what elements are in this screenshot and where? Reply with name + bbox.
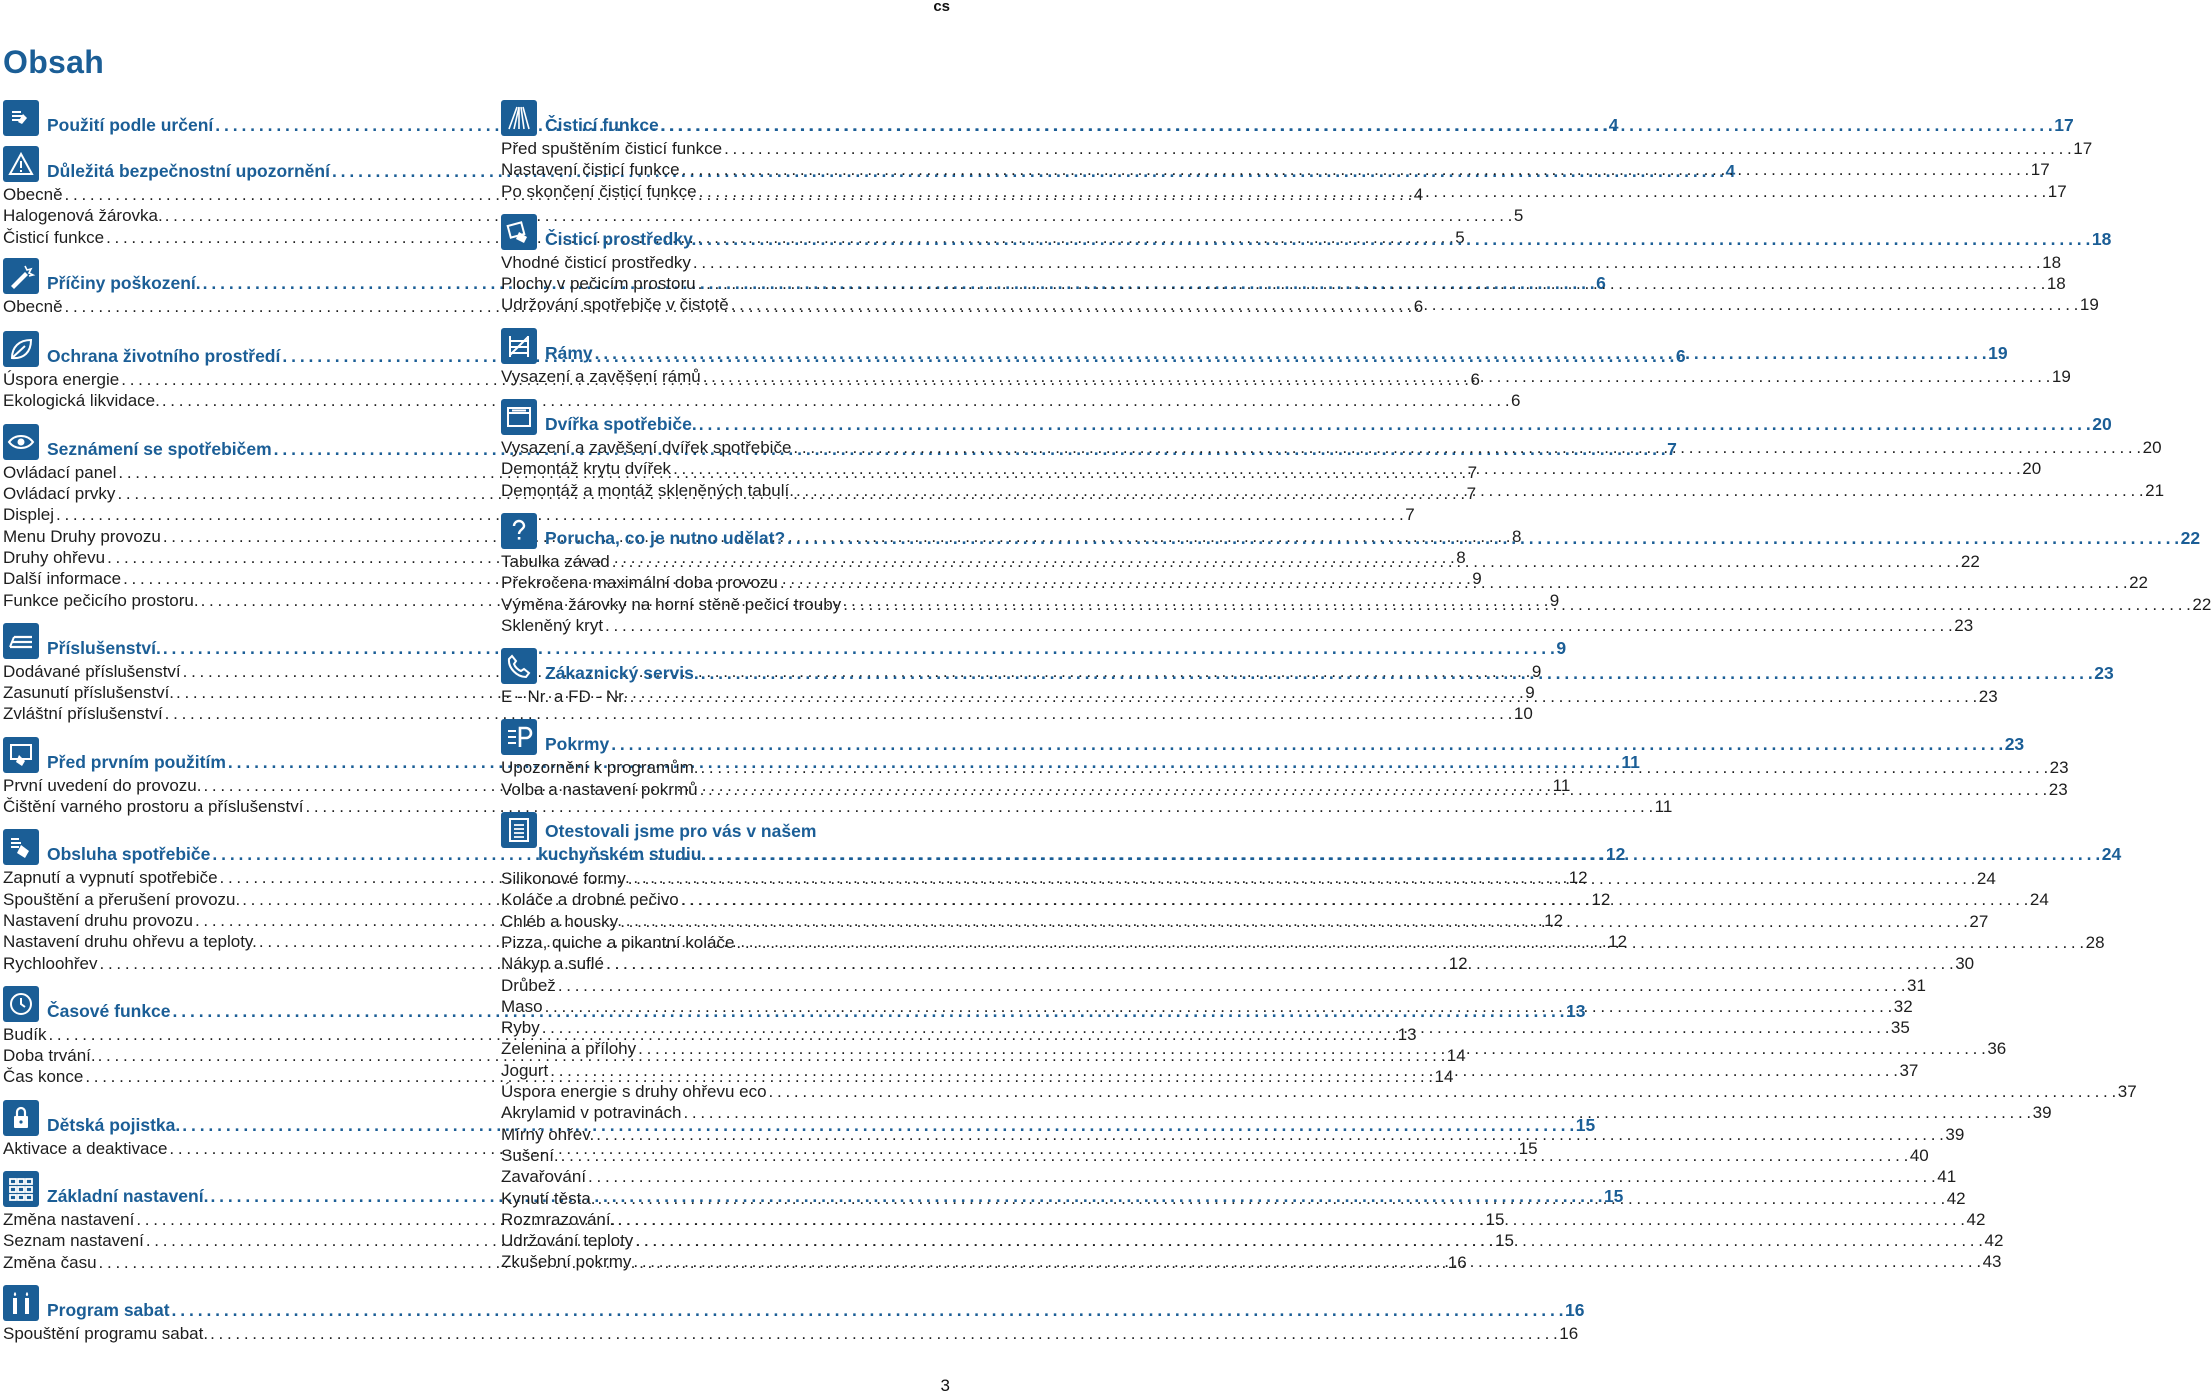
- toc-entry-page: 12: [1608, 932, 1628, 952]
- toc-entry-label: Zkušební pokrmy: [501, 1252, 632, 1272]
- toc-entry-label: Maso: [501, 996, 543, 1016]
- toc-entry-page: 30: [1955, 954, 1975, 974]
- dot-leader: [843, 594, 2190, 615]
- toc-entry-page: 17: [2073, 139, 2093, 158]
- toc-entry-page: 6: [1511, 391, 1521, 411]
- toc-entry-page: 17: [2030, 160, 2050, 180]
- dot-leader: [172, 1300, 1564, 1321]
- toc-section-page: 16: [1565, 1299, 1585, 1320]
- toc-entry-page: 20: [2022, 459, 2042, 479]
- toc-section-title: Rámy: [545, 342, 593, 363]
- toc-entry-label: Funkce pečicího prostoru.: [3, 590, 199, 610]
- toc-section-page: 24: [2101, 844, 2122, 865]
- toc-entry[interactable]: [501, 615, 1974, 636]
- toc-section-title: Ochrana životního prostředí: [47, 346, 281, 367]
- cleaning-function-icon: [501, 100, 537, 136]
- dot-leader: [698, 229, 2090, 250]
- toc-entry-page: 43: [1982, 1252, 2002, 1272]
- toc-entry-page: 37: [2117, 1082, 2137, 1102]
- toc-entry[interactable]: [501, 551, 1980, 572]
- toc-entry-label: Sušení.: [501, 1145, 559, 1165]
- toc-entry-label: Zapnutí a vypnutí spotřebiče: [3, 868, 218, 888]
- sabbath-candles-icon: [3, 1285, 39, 1321]
- toc-entry-label: Obecně: [3, 185, 63, 204]
- toc-entry-label: Nastavení druhu provozu: [3, 910, 193, 930]
- toc-entry-label: Silikonové formy: [501, 869, 626, 889]
- toc-entry-page: 39: [1945, 1124, 1965, 1144]
- accessories-icon: [3, 623, 39, 659]
- toc-entry-label: Plochy v pečicím prostoru: [501, 274, 696, 294]
- toc-entry-page: 19: [2051, 366, 2071, 386]
- dot-leader: [606, 953, 1953, 974]
- toc-entry[interactable]: [501, 1081, 2137, 1102]
- dot-leader: [701, 663, 2093, 684]
- toc-entry-label: Změna nastavení: [3, 1210, 135, 1230]
- dot-leader: [605, 615, 1952, 636]
- toc-entry-label: Doba trvání.: [3, 1046, 96, 1066]
- dot-leader: [796, 480, 2143, 501]
- toc-section-page: 15: [1575, 1114, 1596, 1135]
- toc-entry-label: Mírný ohřev.: [501, 1124, 595, 1144]
- toc-entry-page: 10: [1513, 704, 1533, 724]
- phone-service-icon: [501, 648, 537, 684]
- toc-section-page: 23: [2094, 663, 2114, 684]
- toc-entry-label: Seznam nastavení: [3, 1231, 144, 1251]
- toc-entry[interactable]: [3, 504, 1415, 525]
- toc-section-title: Příčiny poškození.: [47, 272, 201, 293]
- dot-leader: [596, 1124, 1943, 1145]
- toc-section-page: 6: [1596, 272, 1606, 293]
- toc-entry-page: 9: [1472, 569, 1482, 589]
- toc-entry-label: Upozornění k programům.: [501, 758, 699, 778]
- toc-entry[interactable]: [501, 480, 2165, 501]
- toc-entry-page: 15: [1495, 1231, 1514, 1251]
- toc-section-heading[interactable]: [501, 399, 2112, 435]
- dot-leader: [731, 294, 2078, 315]
- toc-entry-label: Nastavení druhu ohřevu a teploty.: [3, 932, 257, 952]
- toc-section-page: 6: [1675, 346, 1686, 367]
- toc-section-title: Použití podle určení: [47, 115, 214, 135]
- toc-entry-page: 22: [2129, 573, 2148, 593]
- language-code: cs: [933, 0, 950, 15]
- toc-entry[interactable]: [501, 181, 2067, 202]
- toc-entry-page: 23: [2049, 758, 2069, 778]
- grid-settings-icon: [3, 1171, 39, 1207]
- toc-entry-page: 42: [1966, 1209, 1986, 1229]
- dot-leader: [681, 889, 2028, 910]
- toc-entry-page: 18: [2042, 252, 2062, 272]
- dot-leader: [703, 366, 2050, 387]
- first-use-icon: [3, 737, 39, 773]
- dot-leader: [595, 343, 1987, 364]
- lock-icon: [3, 1100, 39, 1136]
- toc-entry-page: 28: [2085, 932, 2105, 952]
- dot-leader: [550, 1060, 1897, 1081]
- dot-leader: [598, 1188, 1945, 1209]
- toc-entry-label: Pizza, quiche a pikantní koláče: [501, 932, 735, 952]
- toc-entry-page: 9: [1531, 661, 1542, 681]
- toc-section-heading[interactable]: [501, 513, 2201, 549]
- toc-section-page: 4: [1608, 115, 1619, 135]
- toc-entry-page: 9: [1549, 590, 1560, 610]
- toc-entry-page: 14: [1434, 1067, 1454, 1087]
- toc-section-page: 4: [1725, 161, 1736, 181]
- toc-entry-page: 14: [1446, 1046, 1466, 1066]
- toc-entry-label: Čisticí funkce: [3, 227, 105, 247]
- toc-entry-label: Další informace: [3, 569, 122, 589]
- toc-section: [3, 1285, 1585, 1344]
- toc-entry-label: Halogenová žárovka.: [3, 206, 163, 226]
- toc-entry-page: 37: [1899, 1060, 1919, 1080]
- toc-entry[interactable]: [3, 390, 1521, 411]
- toc-entry-label: Demontáž a montáž skleněných tabulí.: [501, 480, 794, 500]
- dot-leader: [635, 1230, 1982, 1251]
- toc-section-heading[interactable]: [501, 648, 2114, 684]
- toc-entry-label: Zelenina a přílohy: [501, 1039, 637, 1059]
- dot-leader: [724, 138, 2071, 159]
- dot-leader: [542, 1017, 1889, 1038]
- toc-section-title: Zákaznický servis.: [545, 663, 699, 684]
- dot-leader: [633, 1251, 1980, 1272]
- toc-section-title: Pokrmy: [545, 734, 610, 755]
- toc-section-page: 11: [1621, 751, 1640, 772]
- dot-leader: [558, 975, 1905, 996]
- toc-entry-page: 41: [1937, 1167, 1957, 1187]
- toc-section: [501, 328, 2071, 387]
- toc-section-title: Seznámení se spotřebičem: [47, 438, 272, 459]
- toc-entry-label: Chléb a housky: [501, 911, 619, 931]
- toc-section-heading[interactable]: [501, 214, 2112, 250]
- toc-section-page: 9: [1556, 637, 1567, 658]
- toc-entry-label: Spouštění programu sabat.: [3, 1323, 209, 1343]
- toc-entry-page: 7: [1467, 462, 1478, 482]
- toc-entry-label: Úspora energie: [3, 370, 120, 390]
- intended-use-icon: [3, 100, 39, 136]
- toc-entry-page: 4: [1413, 185, 1424, 204]
- toc-section-page: 23: [2004, 734, 2025, 755]
- oven-door-icon: [501, 399, 537, 435]
- toc-entry[interactable]: [501, 252, 2062, 273]
- toc-entry[interactable]: [501, 294, 2099, 315]
- toc-entry-page: 22: [2192, 594, 2211, 614]
- toc-entry-label: Akrylamid v potravinách: [501, 1103, 682, 1123]
- toc-section-title: Časové funkce: [47, 1000, 171, 1021]
- toc-entry-page: 11: [1654, 797, 1673, 817]
- toc-section-heading[interactable]: [501, 328, 2008, 364]
- toc-entry-label: Čištění varného prostoru a příslušenství: [3, 797, 304, 817]
- toc-entry-page: 5: [1455, 227, 1465, 247]
- toc-section-title: Dvířka spotřebiče.: [545, 414, 697, 435]
- toc-entry-page: 35: [1890, 1018, 1910, 1038]
- dot-leader: [210, 1323, 1557, 1344]
- toc-entry-page: 23: [2048, 779, 2068, 799]
- toc-entry-page: 12: [1568, 868, 1588, 888]
- warning-icon: [3, 146, 39, 182]
- toc-entry-page: 5: [1513, 206, 1524, 226]
- toc-entry-page: 31: [1907, 975, 1926, 995]
- dot-leader: [708, 843, 2100, 866]
- toc-entry[interactable]: [501, 1102, 2052, 1123]
- dishes-p-icon: [501, 719, 537, 755]
- dot-leader: [612, 551, 1959, 572]
- environment-leaf-icon: [3, 331, 39, 367]
- toc-entry-page: 39: [2032, 1103, 2052, 1123]
- dot-leader: [545, 996, 1892, 1017]
- toc-section-heading[interactable]: [501, 719, 2025, 755]
- dot-leader: [699, 414, 2091, 435]
- toc-entry-label: Jogurt: [501, 1060, 549, 1080]
- toc-entry-label: Aktivace a deaktivace: [3, 1138, 168, 1158]
- dot-leader: [611, 734, 2003, 755]
- dot-leader: [628, 868, 1975, 889]
- toc-section-page: 7: [1667, 438, 1677, 459]
- toc-section-title: Čisticí funkce: [545, 115, 659, 135]
- toc-entry-label: E - Nr. a FD - Nr.: [501, 687, 628, 707]
- dot-leader: [661, 115, 2053, 136]
- toc-entry-page: 42: [1984, 1231, 2004, 1251]
- toc-entry-label: Volba a nastavení pokrmů: [501, 779, 698, 799]
- toc-section-heading[interactable]: [501, 100, 2074, 136]
- toc-section-title: Důležitá bezpečnostní upozornění: [47, 161, 330, 181]
- toc-entry-page: 16: [1559, 1323, 1579, 1343]
- toc-entry-page: 24: [2029, 890, 2049, 910]
- dot-leader: [682, 159, 2029, 180]
- dot-leader: [630, 686, 1977, 707]
- dot-leader: [673, 458, 2020, 479]
- toc-entry-label: Displej: [3, 505, 55, 525]
- toc-entry-label: Nákyp a suflé: [501, 954, 604, 974]
- toc-entry-label: Rychloohřev: [3, 953, 98, 973]
- toc-entry[interactable]: [501, 159, 2050, 180]
- toc-entry-label: Udržování spotřebiče v čistotě: [501, 295, 729, 315]
- toc-section-title: kuchyňském studiu.: [538, 844, 707, 865]
- toc-entry-page: 40: [1909, 1145, 1929, 1165]
- toc-entry-label: Zvláštní příslušenství: [3, 704, 163, 724]
- toc-entry[interactable]: [501, 366, 2071, 387]
- toc-entry-label: Udržování teploty: [501, 1231, 634, 1251]
- toc-entry-page: 42: [1946, 1188, 1966, 1208]
- toc-section-heading[interactable]: [3, 1285, 1585, 1321]
- damage-icon: [3, 258, 39, 294]
- toc-section: [501, 648, 2114, 707]
- toc-entry-label: Dodávané příslušenství: [3, 661, 181, 681]
- toc-entry[interactable]: [501, 1166, 1957, 1187]
- toc-entry[interactable]: [501, 594, 2211, 615]
- toc-section-page: 13: [1566, 1000, 1586, 1021]
- toc-entry-page: 7: [1405, 505, 1415, 525]
- toc-entry-page: 18: [2046, 274, 2066, 294]
- toc-section: [501, 214, 2112, 316]
- dot-leader: [683, 1102, 2030, 1123]
- dot-leader: [699, 181, 2046, 202]
- toc-entry-label: Ryby: [501, 1018, 540, 1038]
- dot-leader: [780, 572, 2127, 593]
- toc-section-title: Dětská pojistka.: [47, 1114, 181, 1135]
- dot-leader: [736, 932, 2083, 953]
- toc-entry[interactable]: [3, 205, 1524, 226]
- toc-entry-label: Vhodné čisticí prostředky: [501, 252, 691, 272]
- page-number: 3: [940, 1376, 950, 1395]
- dot-leader: [700, 757, 2047, 778]
- toc-entry-label: Menu Druhy provozu: [3, 526, 161, 546]
- toc-entry-page: 7: [1466, 484, 1477, 504]
- toc-section: [501, 513, 2211, 636]
- toc-entry-page: 23: [1978, 687, 1998, 707]
- toc-entry[interactable]: [501, 273, 2066, 294]
- toc-entry-page: 12: [1448, 953, 1468, 973]
- toc-entry-label: Zavařování: [501, 1167, 587, 1187]
- dot-leader: [793, 437, 2140, 458]
- toc-entry-page: 23: [1954, 615, 1974, 635]
- toc-entry-page: 12: [1544, 910, 1564, 930]
- appliance-eye-icon: [3, 424, 39, 460]
- toc-entry-page: 22: [1960, 551, 1980, 571]
- toc-entry-label: Drůbež: [501, 975, 556, 995]
- toc-entry-page: 13: [1397, 1024, 1417, 1044]
- toc-entry[interactable]: [501, 437, 2162, 458]
- toc-entry-page: 27: [1969, 911, 1989, 931]
- toc-entry[interactable]: [501, 686, 1998, 707]
- toc-entry-page: 32: [1893, 996, 1913, 1016]
- toc-entry-label: Spouštění a přerušení provozu.: [3, 889, 241, 909]
- toc-section-page: 19: [1988, 342, 2008, 363]
- toc-entry-page: 11: [1552, 775, 1571, 795]
- toc-entry-label: Po skončení čisticí funkce: [501, 181, 697, 201]
- toc-entry[interactable]: [501, 138, 2093, 159]
- dot-leader: [588, 1166, 1935, 1187]
- toc-entry[interactable]: [3, 1323, 1579, 1344]
- toc-entry-label: Úspora energie s druhy ohřevu eco: [501, 1082, 767, 1102]
- toc-entry-page: 17: [2047, 181, 2067, 201]
- toc-entry-page: 36: [1987, 1039, 2007, 1059]
- toc-entry-label: Čas konce: [3, 1067, 84, 1087]
- test-kitchen-book-icon: [501, 812, 537, 848]
- toc-entry-page: 19: [2079, 295, 2099, 315]
- toc-section-page: 12: [1605, 844, 1626, 865]
- toc-section-page: 17: [2054, 115, 2074, 135]
- toc-entry[interactable]: [501, 975, 1926, 996]
- toc-section-title: Program sabat: [47, 1299, 170, 1320]
- toc-entry-page: 6: [1470, 370, 1480, 390]
- toc-entry-page: 6: [1413, 296, 1424, 316]
- toc-section-title: Čisticí prostředky.: [545, 228, 697, 249]
- toc-entry-page: 8: [1456, 547, 1466, 567]
- dot-leader: [693, 252, 2040, 273]
- toc-entry-page: 15: [1485, 1210, 1505, 1230]
- cleaning-agents-icon: [501, 214, 537, 250]
- toc-entry-label: První uvedení do provozu.: [3, 775, 202, 795]
- toc-section-title: Porucha, co je nutno udělat?: [545, 527, 786, 548]
- toc-entry-label: Druhy ohřevu: [3, 547, 106, 567]
- toc-entry-label: Zasunutí příslušenství.: [3, 683, 175, 703]
- toc-entry-page: 24: [1976, 869, 1996, 889]
- toc-entry[interactable]: [501, 572, 2148, 593]
- toc-entry-label: Koláče a drobné pečivo: [501, 890, 679, 910]
- toc-section: [501, 100, 2093, 202]
- toc-entry-label: Překročena maximální doba provozu: [501, 573, 778, 593]
- toc-entry-label: Nastavení čisticí funkce: [501, 160, 680, 180]
- toc-section-page: 20: [2092, 414, 2112, 435]
- dot-leader: [700, 779, 2047, 800]
- toc-entry-page: 9: [1525, 683, 1535, 703]
- toc-entry-page: 16: [1447, 1252, 1467, 1272]
- dot-leader: [769, 1081, 2116, 1102]
- toc-entry-page: 8: [1512, 526, 1522, 546]
- toc-entry[interactable]: [3, 796, 1673, 817]
- toc-entry-label: Tabulka závad: [501, 551, 610, 571]
- toc-entry-label: Kynutí těsta.: [501, 1188, 596, 1208]
- toc-section-title: Obsluha spotřebiče: [47, 844, 211, 865]
- dot-leader: [698, 273, 2045, 294]
- toc-entry-label: Před spuštěním čisticí funkce: [501, 139, 723, 158]
- clock-icon: [3, 986, 39, 1022]
- toc-entry-label: Demontáž krytu dvířek: [501, 459, 672, 479]
- toc-entry-label: Obecně: [3, 296, 63, 316]
- toc-section-title: Základní nastavení.: [47, 1186, 209, 1207]
- toc-entry-page: 15: [1518, 1138, 1538, 1158]
- toc-entry-label: Ekologická likvidace.: [3, 391, 160, 411]
- toc-section-page: 15: [1603, 1186, 1624, 1207]
- dot-leader: [561, 1145, 1908, 1166]
- toc-section: [501, 399, 2165, 501]
- dot-leader: [638, 1038, 1985, 1059]
- dot-leader: [787, 528, 2179, 549]
- toc-entry-label: Výměna žárovky na horní stěně pečicí trouby: [501, 594, 842, 614]
- toc-section-page: 22: [2180, 527, 2201, 548]
- toc-entry-page: 12: [1591, 889, 1611, 909]
- dot-leader: [617, 1209, 1964, 1230]
- toc-entry-page: 20: [2142, 438, 2162, 458]
- question-icon: [501, 513, 537, 549]
- toc-entry-label: Rozmrazování.: [501, 1209, 616, 1229]
- toc-entry-label: Změna času: [3, 1252, 97, 1272]
- operation-hand-icon: [3, 829, 39, 865]
- toc-section-title: Před prvním použitím: [47, 751, 226, 772]
- toc-entry-page: 21: [2145, 480, 2165, 500]
- toc-entry-label: Vysazení a zavěšení dvířek spotřebiče: [501, 438, 792, 458]
- dot-leader: [620, 911, 1967, 932]
- toc-entry-label: Budík: [3, 1024, 47, 1044]
- toc-entry-label: Vysazení a zavěšení rámů: [501, 366, 701, 386]
- toc-section-title-line1: Otestovali jsme pro vás v našem: [545, 821, 817, 842]
- toc-entry-label: Skleněný kryt: [501, 615, 604, 635]
- toc-entry-label: Ovládací panel: [3, 462, 117, 482]
- page-title: Obsah: [3, 44, 105, 80]
- toc-entry[interactable]: [501, 458, 2042, 479]
- toc-section-title: Příslušenství.: [47, 637, 161, 658]
- toc-entry-label: Ovládací prvky: [3, 484, 116, 504]
- toc-section-page: 18: [2091, 228, 2112, 249]
- toc-entry[interactable]: [3, 703, 1533, 724]
- racks-icon: [501, 328, 537, 364]
